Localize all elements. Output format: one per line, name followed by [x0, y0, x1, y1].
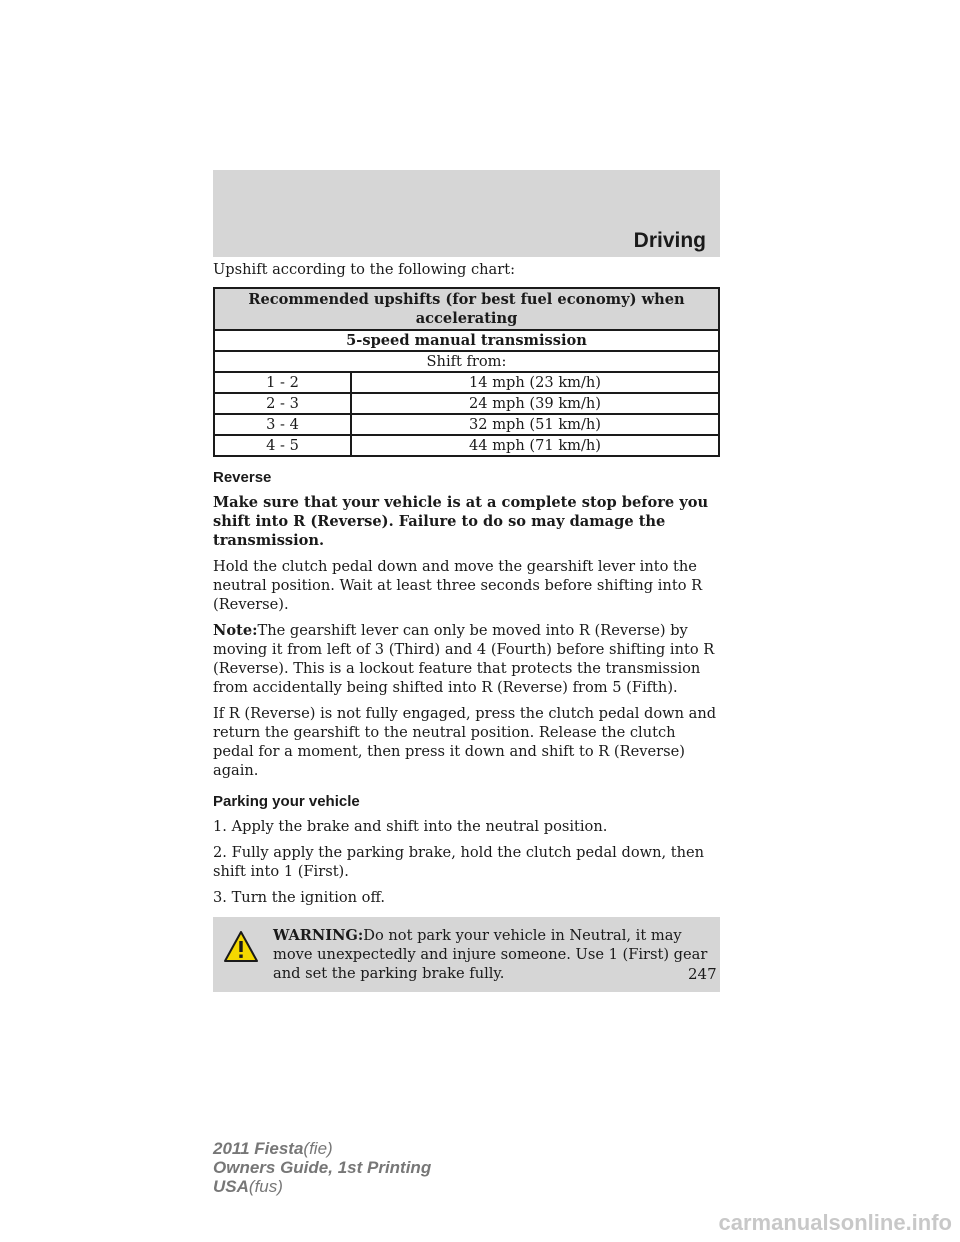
warning-text-block [221, 926, 712, 983]
table-subtitle: 5-speed manual transmission [214, 330, 719, 351]
parking-step-1: 1. Apply the brake and shift into the neutral position. [213, 818, 608, 835]
footer [213, 1139, 431, 1196]
table-row [214, 435, 719, 456]
intro-text: Upshift according to the following chart: [213, 261, 516, 278]
parking-heading: Parking your vehicle [213, 793, 360, 810]
warning-text: Do not park your vehicle in Neutral, it may move unexpectedly and injure someone. Use 1 (First) gear and set the parking brake fully. [273, 927, 708, 982]
parking-step-2: 2. Fully apply the parking brake, hold the clutch pedal down, then shift into 1 (First). [213, 844, 705, 880]
speed-cell: 44 mph (71 km/h) [351, 435, 719, 456]
section-title: Driving [633, 229, 706, 252]
speed-cell: 24 mph (39 km/h) [351, 393, 719, 414]
speed-cell: 32 mph (51 km/h) [351, 414, 719, 435]
footer-edition: Owners Guide, 1st Printing [213, 1158, 432, 1177]
reverse-note [213, 621, 720, 697]
reverse-heading: Reverse [213, 469, 272, 486]
page-content [213, 260, 720, 992]
upshift-table [213, 287, 720, 457]
footer-market: USA [213, 1177, 249, 1196]
table-row [214, 372, 719, 393]
gear-cell: 2 - 3 [214, 393, 351, 414]
parking-step-3: 3. Turn the ignition off. [213, 889, 385, 906]
warning-label: WARNING: [273, 927, 364, 944]
footer-market-code: (fus) [248, 1177, 283, 1196]
reverse-para-2: If R (Reverse) is not fully engaged, press the clutch pedal down and return the gearshift to the neutral position. Release the clutch pedal for a moment, then press it down and shift to R (Reverse) again. [213, 705, 717, 779]
table-shift-from: Shift from: [214, 351, 719, 372]
table-row [214, 393, 719, 414]
page-number: 247 [688, 965, 717, 983]
speed-cell: 14 mph (23 km/h) [351, 372, 719, 393]
table-row [214, 414, 719, 435]
section-header [213, 170, 720, 257]
footer-model-code: (fie) [303, 1139, 333, 1158]
warning-triangle-icon [223, 929, 259, 965]
gear-cell: 3 - 4 [214, 414, 351, 435]
reverse-para-1: Hold the clutch pedal down and move the gearshift lever into the neutral position. Wait at least three seconds before shifting into R (Reverse). [213, 558, 703, 613]
gear-cell: 4 - 5 [214, 435, 351, 456]
warning-box [213, 917, 720, 992]
reverse-caution: Make sure that your vehicle is at a complete stop before you shift into R (Reverse). Failure to do so may damage the transmission. [213, 494, 709, 549]
footer-model: 2011 Fiesta [213, 1139, 304, 1158]
watermark: carmanualsonline.info [718, 1210, 952, 1235]
note-text: The gearshift lever can only be moved into R (Reverse) by moving it from left of 3 (Third) and 4 (Fourth) before shifting into R (Reverse). This is a lockout feature that protects the transmission from accidentally being shifted into R (Reverse) from 5 (Fifth). [213, 622, 715, 696]
table-title: Recommended upshifts (for best fuel economy) when accelerating [214, 288, 719, 330]
note-label: Note: [213, 622, 258, 639]
gear-cell: 1 - 2 [214, 372, 351, 393]
